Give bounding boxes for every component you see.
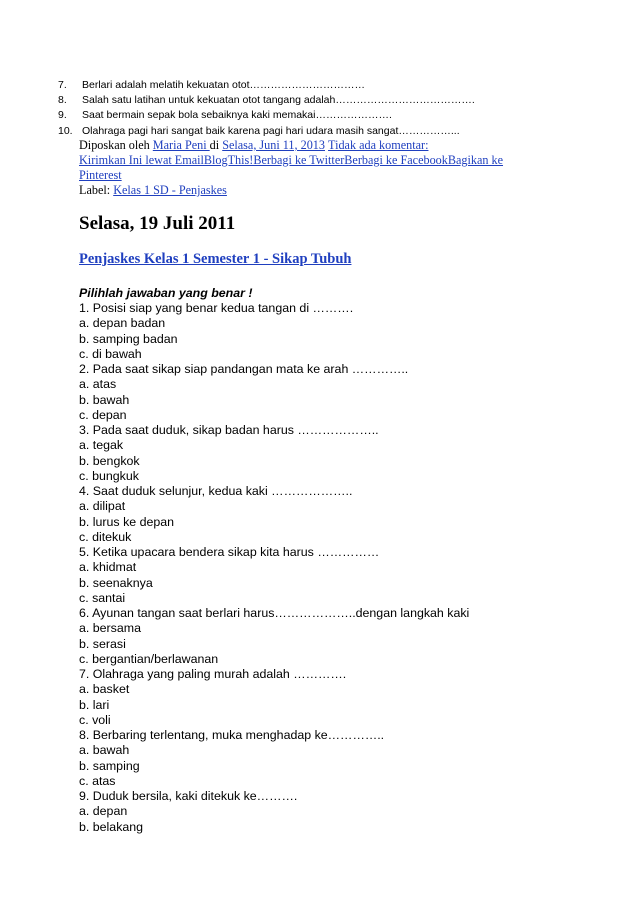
- answer-option: b. seenaknya: [79, 575, 153, 590]
- answer-option: c. atas: [79, 773, 116, 788]
- post-title: [79, 251, 351, 268]
- item-text: Saat bermain sepak bola sebaiknya kaki memakai………………….: [82, 109, 392, 122]
- answer-option: b. lari: [79, 697, 110, 712]
- post-byline: [79, 138, 549, 153]
- date-header: Selasa, 19 Juli 2011: [79, 213, 236, 234]
- question-text: 1. Posisi siap yang benar kedua tangan di ……….: [79, 301, 354, 315]
- answer-option: b. lurus ke depan: [79, 514, 175, 529]
- post-date-link[interactable]: Selasa, Juni 11, 2013: [222, 138, 325, 152]
- at-label: di: [209, 138, 223, 152]
- answer-option: b. belakang: [79, 819, 144, 834]
- answer-option: a. depan badan: [79, 316, 166, 331]
- posted-by-label: Diposkan oleh: [79, 138, 153, 152]
- question-text: 8. Berbaring terlentang, muka menghadap ke…………..: [79, 728, 385, 742]
- item-text: Salah satu latihan untuk kekuatan otot tangang adalah………………………………….: [82, 94, 475, 107]
- item-text: Olahraga pagi hari sangat baik karena pagi hari udara masih sangat……………...: [82, 124, 460, 137]
- comments-link[interactable]: Tidak ada komentar:: [328, 138, 429, 152]
- list-item: [58, 124, 618, 139]
- quiz-instruction: Pilihlah jawaban yang benar !: [79, 286, 253, 300]
- answer-option: a. bersama: [79, 621, 141, 636]
- answer-option: c. bungkuk: [79, 468, 139, 483]
- answer-option: b. samping badan: [79, 331, 178, 346]
- list-item: [58, 93, 618, 108]
- share-link[interactable]: Kirimkan Ini lewat EmailBlogThis!Berbagi ke TwitterBerbagi ke FacebookBagikan ke: [79, 153, 504, 167]
- answer-option: a. tegak: [79, 438, 124, 453]
- question-text: 6. Ayunan tangan saat berlari harus………………..dengan langkah kaki: [79, 606, 470, 620]
- answer-option: a. bawah: [79, 743, 130, 758]
- answer-option: b. bengkok: [79, 453, 140, 468]
- quiz-body: [79, 286, 619, 835]
- post-title-link[interactable]: Penjaskes Kelas 1 Semester 1 - Sikap Tubuh: [79, 251, 352, 267]
- answer-option: c. di bawah: [79, 346, 142, 361]
- answer-option: a. basket: [79, 682, 130, 697]
- answer-option: a. khidmat: [79, 560, 137, 575]
- answer-option: b. samping: [79, 758, 140, 773]
- share-links-continued: [79, 168, 549, 183]
- post-footer: [79, 138, 549, 198]
- question-text: 2. Pada saat sikap siap pandangan mata ke arah …………..: [79, 362, 409, 376]
- item-text: Berlari adalah melatih kekuatan otot……………………………: [82, 79, 366, 91]
- answer-option: c. bergantian/berlawanan: [79, 651, 219, 666]
- list-item: [58, 108, 618, 123]
- item-number: 8.: [58, 94, 67, 107]
- question-text: 4. Saat duduk selunjur, kedua kaki ………………..: [79, 484, 353, 498]
- question-text: 9. Duduk bersila, kaki ditekuk ke……….: [79, 789, 298, 803]
- answer-option: a. dilipat: [79, 499, 126, 514]
- item-number: 10.: [58, 124, 73, 137]
- share-pinterest-link[interactable]: Pinterest: [79, 168, 122, 182]
- answer-option: b. serasi: [79, 636, 126, 651]
- question-text: 5. Ketika upacara bendera sikap kita harus ……………: [79, 545, 380, 559]
- label-prefix: Label:: [79, 183, 114, 197]
- label-link[interactable]: Kelas 1 SD - Penjaskes: [113, 183, 227, 197]
- item-number: 7.: [58, 79, 67, 91]
- item-number: 9.: [58, 109, 67, 122]
- share-links: [79, 153, 549, 168]
- previous-question-list: [58, 78, 618, 139]
- list-item: [58, 78, 618, 93]
- question-text: 3. Pada saat duduk, sikap badan harus ………………..: [79, 423, 379, 437]
- answer-option: c. ditekuk: [79, 529, 132, 544]
- answer-option: b. bawah: [79, 392, 130, 407]
- answer-option: c. voli: [79, 712, 111, 727]
- answer-option: a. atas: [79, 377, 117, 392]
- answer-option: c. santai: [79, 590, 126, 605]
- answer-option: c. depan: [79, 407, 127, 422]
- post-labels: [79, 183, 549, 198]
- question-text: 7. Olahraga yang paling murah adalah ………….: [79, 667, 347, 681]
- author-link[interactable]: Maria Peni: [152, 138, 210, 152]
- answer-option: a. depan: [79, 804, 128, 819]
